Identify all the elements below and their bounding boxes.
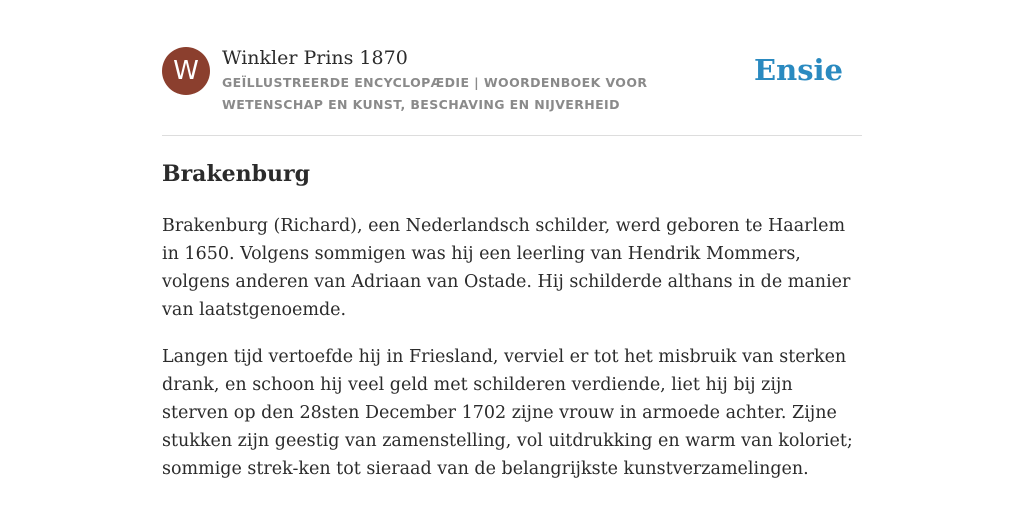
entry-paragraph: Langen tijd vertoefde hij in Friesland, verviel er tot het misbruik van sterken drank, en schoon hij veel geld met schilderen verdiende, liet hij bij zijn sterven op den 28sten December 1702 zijne vrouw in armoede achter. Zijne stukken zijn geestig van zamenstelling, vol uitdrukking en warm van koloriet; sommige strek-ken tot sieraad van de belangrijkste kunstverzamelingen. (162, 347, 853, 479)
source-avatar[interactable]: W (162, 47, 210, 95)
source-header (162, 46, 862, 136)
entry-body (162, 212, 862, 502)
source-subtitle: GEÏLLUSTREERDE ENCYCLOPÆDIE | WOORDENBOEK VOOR WETENSCHAP EN KUNST, BESCHAVING EN NIJVERHEID (222, 75, 648, 112)
source-title[interactable]: Winkler Prins 1870 (222, 47, 408, 69)
ensie-logo[interactable]: Ensie (754, 53, 843, 87)
entry-title: Brakenburg (162, 161, 311, 187)
entry-paragraph: Brakenburg (Richard), een Nederlandsch schilder, werd geboren te Haarlem in 1650. Volgens sommigen was hij een leerling van Hendrik Mommers, volgens anderen van Adriaan van Ostade. Hij schilderde althans in de manier van laatstgenoemde. (162, 216, 851, 320)
